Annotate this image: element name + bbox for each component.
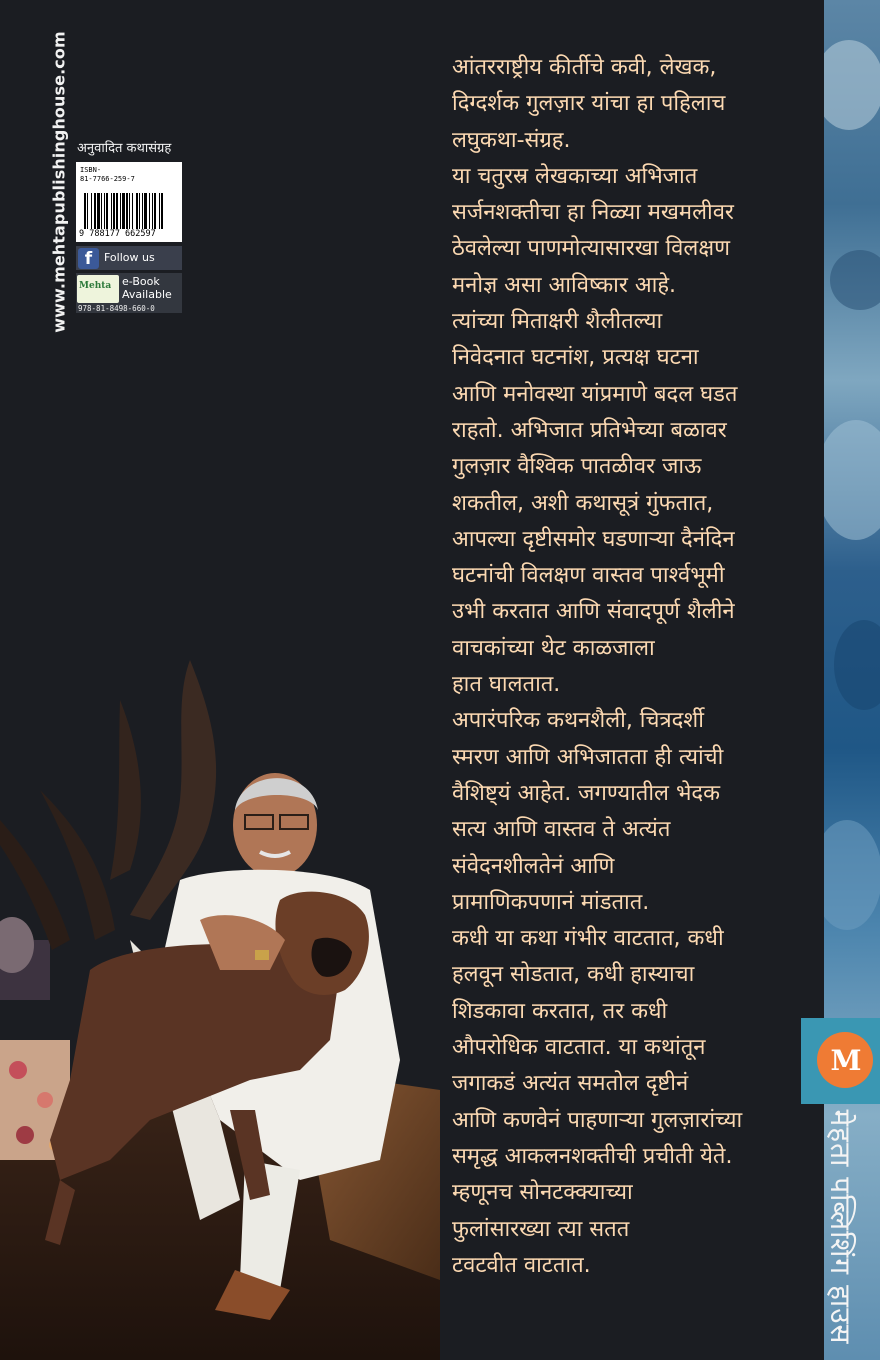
barcode-bar [106,193,108,229]
blurb-line: जगाकडं अत्यंत समतोल दृष्टीनं [452,1071,689,1097]
barcode-bar [149,193,150,229]
barcode-bar [161,193,163,229]
blurb-line: त्यांच्या मिताक्षरी शैलीतल्या [452,309,663,335]
ebook-logo [77,275,119,303]
blurb-line: वाचकांच्या थेट काळजाला [452,635,655,661]
facebook-follow-link[interactable] [76,246,182,270]
barcode-bar [126,193,128,229]
blurb-line: वैशिष्ट्यं आहेत. जगण्यातील भेदक [452,780,720,806]
barcode-bar [139,193,140,229]
blurb-line: आपल्या दृष्टीसमोर घडणाऱ्या दैनंदिन [452,526,735,552]
genre-label: अनुवादित कथासंग्रह [77,141,172,156]
ebook-label: e-Book [122,275,160,288]
blurb-line: गुलज़ार वैश्विक पातळीवर जाऊ [452,454,702,480]
blurb-line: घटनांची विलक्षण वास्तव पार्श्वभूमी [452,563,725,589]
blurb-line: अपारंपरिक कथनशैली, चित्रदर्शी [452,708,704,734]
ebook-available-label: Available [122,288,172,301]
barcode-bar [113,193,115,229]
barcode-bar [87,193,88,229]
barcode-bar [142,193,143,229]
isbn-label [80,166,135,184]
isbn-barcode-box [76,162,182,242]
blurb-line: राहतो. अभिजात प्रतिभेच्या बळावर [452,417,727,443]
publisher-logo[interactable] [801,1018,880,1104]
barcode-bar [84,193,86,229]
barcode-bar [136,193,138,229]
blurb-text [452,50,824,1284]
barcode-bar [120,193,121,229]
barcode-bar [129,193,130,229]
facebook-icon: f [78,248,99,269]
blurb-line: मनोज्ञ असा आविष्कार आहे. [452,272,677,298]
ebook-badge [76,273,182,313]
blurb-line: फुलांसारख्या त्या सतत [452,1216,630,1242]
blurb-line: आणि कणवेनं पाहणाऱ्या गुलज़ारांच्या [452,1107,743,1133]
facebook-label: Follow us [104,251,155,264]
barcode-bar [154,193,156,229]
author-photo [0,640,440,1360]
blurb-line: सत्य आणि वास्तव ते अत्यंत [452,817,671,843]
barcode-bar [111,193,112,229]
blurb-line: आणि मनोवस्था यांप्रमाणे बदल घडत [452,381,738,407]
blurb-line: उभी करतात आणि संवादपूर्ण शैलीने [452,599,735,625]
barcode-bar [144,193,147,229]
blurb-line: कधी या कथा गंभीर वाटतात, कधी [452,926,724,952]
blurb-line: या चतुरस्र लेखकाच्या अभिजात [452,163,698,189]
barcode-bar [122,193,125,229]
blurb-line: हलवून सोडतात, कधी हास्याचा [452,962,695,988]
barcode-bar [132,193,133,229]
blurb-line: लघुकथा-संग्रह. [452,127,571,153]
blurb-line: दिग्दर्शक गुलज़ार यांचा हा पहिलाच [452,91,726,117]
barcode-bar [116,193,118,229]
blurb-line: सर्जनशक्तीचा हा निळ्या मखमलीवर [452,200,734,226]
blurb-line: ठेवलेल्या पाणमोत्यासारखा विलक्षण [452,236,731,262]
barcode-bar [94,193,96,229]
barcode-bar [91,193,92,229]
blurb-line: टवटवीत वाटतात. [452,1252,591,1278]
barcode-bar [159,193,160,229]
isbn-label-line1: ISBN- [80,166,102,174]
barcode-bar [101,193,102,229]
barcode-bar [104,193,105,229]
blurb-line: शकतील, अशी कथासूत्रं गुंफतात, [452,490,714,516]
publisher-name [806,1102,876,1352]
blurb-line: शिडकावा करतात, तर कधी [452,998,668,1024]
website-text: www.mehtapublishinghouse.com [49,31,69,333]
blurb-line: म्हणूनच सोनटक्क्याच्या [452,1180,633,1206]
barcode-bar [152,193,153,229]
blurb-line: औपरोधिक वाटतात. या कथांतून [452,1035,706,1061]
blurb-line: समृद्ध आकलनशक्तीची प्रचीती येते. [452,1143,733,1169]
blurb-line: स्मरण आणि अभिजातता ही त्यांची [452,744,724,770]
ebook-isbn: 978-81-8498-660-0 [78,304,155,313]
blurb-line: निवेदनात घटनांश, प्रत्यक्ष घटना [452,345,699,371]
barcode-bar [97,193,100,229]
publisher-website[interactable] [44,31,74,333]
blurb-line: प्रामाणिकपणानं मांडतात. [452,889,650,915]
barcode [84,193,178,229]
blurb-line: हात घालतात. [452,672,561,698]
blurb-line: आंतरराष्ट्रीय कीर्तीचे कवी, लेखक, [452,55,717,80]
publisher-logo-letter: M [830,1044,860,1077]
publisher-name-text: मेहता पब्लिशिंग हाउस [824,1109,857,1345]
ebook-logo-text: Mehta [79,281,112,291]
barcode-digits: 9 788177 662597 [79,229,156,239]
publisher-logo-icon [817,1032,873,1088]
isbn-label-line2: 81-7766-259-7 [80,175,135,183]
blurb-line: संवेदनशीलतेनं आणि [452,853,615,879]
